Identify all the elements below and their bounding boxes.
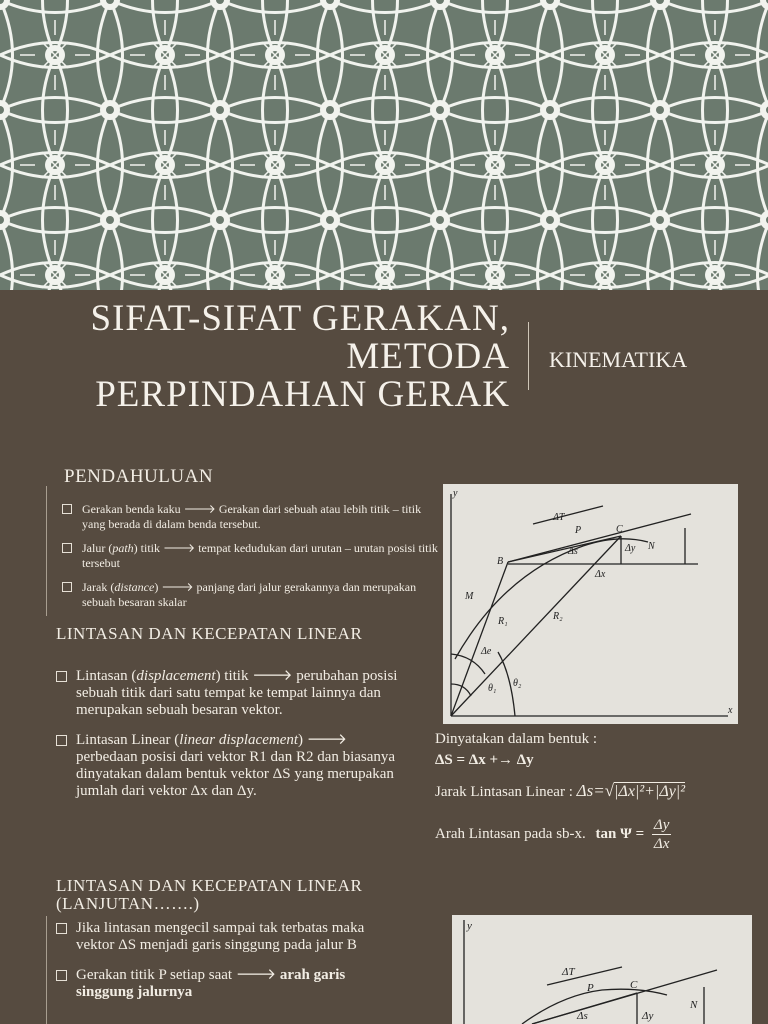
formula-vector-text: ΔS = Δx +→ Δy [435, 752, 534, 768]
label-c: C [630, 979, 638, 991]
subtitle: KINEMATIKA [549, 347, 688, 372]
label-n: N [690, 999, 698, 1011]
formula-jarak [435, 782, 685, 801]
label-r1: R₁ [498, 616, 508, 627]
axis-label-y: y [467, 920, 472, 932]
item-emphasis: arah garis singgung jalurnya [76, 967, 346, 1000]
item-text: Jika lintasan mengecil sampai tak terbatas maka vektor ΔS menjadi garis singgung pada jalur B [76, 920, 365, 953]
arrow-right-icon: 🡒 [161, 580, 194, 594]
arrow-right-icon: 🡒 [306, 732, 348, 748]
label-dt: ΔT [562, 966, 575, 978]
formula-intro: Dinyatakan dalam bentuk : [435, 731, 598, 747]
pendahuluan-list [62, 502, 440, 619]
item-text: ) [154, 580, 162, 594]
axis-label-y: y [453, 488, 458, 499]
left-accent-bar [46, 486, 47, 616]
arrow-right-icon: 🡒 [183, 502, 216, 516]
formula-jarak-rhs: |Δx|²+|Δy|² [614, 783, 685, 800]
item-text: Lintasan Linear ( [76, 732, 180, 748]
list-item [62, 580, 440, 610]
label-b: B [497, 556, 504, 567]
list-item [56, 668, 406, 719]
label-dt: ΔT [553, 512, 565, 523]
formula-arah-lhs: tan Ψ = [595, 825, 645, 842]
item-text: perbedaan posisi dari vektor R1 dan R2 dan biasanya dinyatakan dalam bentuk vektor ΔS yang merupakan jumlah dari vektor Δx dan Δy. [76, 749, 396, 799]
label-c: C [616, 524, 623, 535]
item-text: Gerakan benda kaku [82, 502, 184, 516]
fraction-numerator: Δy [653, 817, 670, 833]
list-item [56, 920, 406, 954]
formula-arah-fraction [652, 816, 671, 853]
page-title [40, 300, 510, 414]
label-theta1: θ₁ [488, 683, 497, 694]
item-text: tempat kedudukan dari urutan – urutan posisi titik tersebut [82, 541, 438, 570]
item-term: linear displacement [179, 732, 299, 748]
lintasan-list [56, 668, 406, 813]
item-text: Gerakan titik P setiap saat [76, 967, 236, 983]
arrow-right-icon: 🡒 [252, 668, 293, 684]
item-text: Gerakan dari sebuah atau lebih titik – titik yang berada di dalam benda tersebut. [82, 502, 422, 531]
fraction-denominator: Δx [653, 836, 670, 852]
checkbox-bullet-icon [56, 671, 67, 682]
lanjutan-list [56, 920, 406, 1014]
title-divider [528, 322, 529, 390]
label-ds: Δs [577, 1010, 588, 1022]
checkbox-bullet-icon [56, 923, 67, 934]
list-item [62, 502, 440, 532]
batik-pattern [0, 0, 768, 290]
checkbox-bullet-icon [56, 735, 67, 746]
label-r2: R₂ [553, 611, 563, 622]
label-p: P [587, 982, 594, 994]
item-text: Lintasan ( [76, 668, 137, 684]
left-accent-bar [46, 916, 47, 1024]
formula-jarak-label: Jarak Lintasan Linear : [435, 784, 577, 800]
item-text: Jalur ( [82, 541, 113, 555]
label-dy: Δy [642, 1010, 654, 1022]
item-text: Jarak ( [82, 580, 115, 594]
kinematics-diagram [443, 484, 738, 724]
formula-arah [435, 816, 671, 853]
formula-vector [435, 751, 534, 769]
batik-banner [0, 0, 768, 290]
item-text: ) [298, 732, 307, 748]
sqrt-icon: √ [604, 781, 615, 800]
axis-label-x: x [728, 705, 733, 716]
checkbox-bullet-icon [62, 543, 72, 553]
formula-jarak-lhs: Δs= [576, 781, 605, 800]
title-line-2: METODA [346, 336, 510, 377]
checkbox-bullet-icon [62, 582, 72, 592]
kinematics-diagram-detail [452, 915, 752, 1024]
item-text: ) titik [215, 668, 253, 684]
item-term: path [112, 541, 134, 555]
label-p: P [575, 525, 582, 536]
item-text: perubahan posisi sebuah titik dari satu tempat ke tempat lainnya dan merupakan sebuah besaran vektor. [76, 668, 398, 718]
title-line-1: SIFAT-SIFAT GERAKAN, [90, 298, 510, 339]
label-theta2: θ₂ [513, 678, 522, 689]
list-item [62, 541, 440, 571]
heading-lanjutan: LINTASAN DAN KECEPATAN LINEAR (LANJUTAN…….) [56, 876, 363, 913]
title-line-3: PERPINDAHAN GERAK [95, 374, 510, 415]
heading-lintasan: LINTASAN DAN KECEPATAN LINEAR [56, 624, 363, 643]
checkbox-bullet-icon [56, 970, 67, 981]
label-dx: Δx [595, 569, 606, 580]
arrow-right-icon: 🡒 [235, 967, 277, 983]
label-m: M [465, 591, 474, 602]
item-text: panjang dari jalur gerakannya dan merupakan sebuah besaran skalar [82, 580, 417, 609]
label-n: N [648, 541, 655, 552]
item-term: displacement [136, 668, 216, 684]
list-item [56, 732, 406, 800]
list-item [56, 967, 406, 1001]
heading-pendahuluan: PENDAHULUAN [64, 466, 214, 487]
item-text: ) titik [133, 541, 164, 555]
label-ds: Δs [568, 546, 578, 557]
label-dy: Δy [625, 543, 636, 554]
formula-arah-label: Arah Lintasan pada sb-x. [435, 825, 586, 842]
arrow-right-icon: 🡒 [163, 541, 196, 555]
label-de: Δe [481, 646, 492, 657]
item-term: distance [114, 580, 155, 594]
checkbox-bullet-icon [62, 504, 72, 514]
